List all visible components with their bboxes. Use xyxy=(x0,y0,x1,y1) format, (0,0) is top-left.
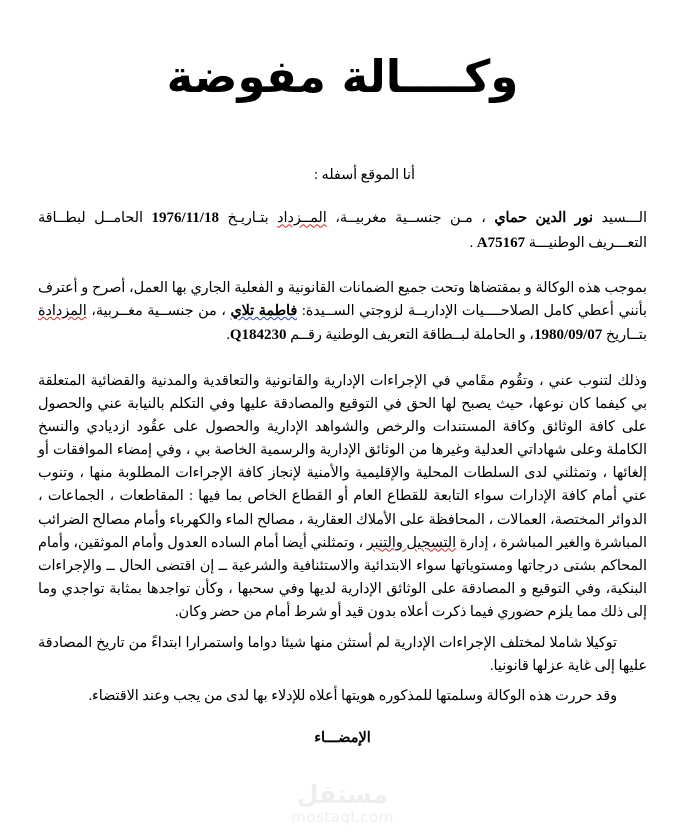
watermark-domain-text: mostaql.com xyxy=(291,808,394,826)
authorization-paragraph xyxy=(38,277,647,348)
spouse-id-suffix: . xyxy=(226,327,230,344)
closing-statement-paragraph xyxy=(38,685,647,708)
principal-honorific: الـــسيد xyxy=(593,210,647,227)
watermark-arabic-wordmark: مستقل xyxy=(296,779,389,809)
page-title: وكــــالة مفوضة xyxy=(166,50,519,103)
scope-flagged-word: التسجيل والتنبر xyxy=(366,534,457,551)
scope-text-part-one: وذلك لتنوب عني ، وتقُوم مقَامي في الإجراءات الإدارية والقانونية والتعاقدية والمدنية والقضائية المتعلقة بي كيفما كان نوعها، حيث يصبح لها الحق في التوقيع والمصادقة عليها وفي التكلم بالنيابة عني والحصول على كافة الوثائق وكافة المستندات والرخص والشواهد الإدارية والحصول على عقُود ازديادي والنسخ الكاملة وعلى شهاداتي العدلية وغيرها من الوثائق الإدارية والرسمية الخاصة بي ، وفي إمضاء الموافقات أو إلغائها ، وتمثلني لدى السلطات المحلية والإقليمية والأمنية لإنجاز كافة الإجراءات المطلوبة منها ، وتنوب عني أمام كافة الإدارات سواء التابعة للقطاع العام أو القطاع الخاص بما فيها : المقاطعات ، الجماعات ، الدوائر المختصة، العمالات ، المحافظة على الأملاك العقارية ، مصالح الماء والكهرباء وأمام مصالح الضرائب المباشرة والغير المباشرة ، إدارة xyxy=(38,372,647,551)
spouse-birth-date: 1980/09/07 xyxy=(533,327,603,344)
spouse-birth-prefix: بتــاريخ xyxy=(602,327,647,344)
spouse-id-text: ، و الحاملة لبــطاقة التعريف الوطنية رقــم xyxy=(286,327,534,344)
authorization-lead-text: بموجب هذه الوكالة و بمقتضاها وتحت جميع الضمانات القانونية و الفعلية الجاري بها العمل، أصرح و أعترف بأنني أعطي كامل الصلاحــــيات الإداريــة لزوجتي الســيدة: xyxy=(38,279,648,320)
principal-identification-paragraph xyxy=(38,206,647,255)
principal-id-number: A75167 xyxy=(476,234,526,251)
spouse-name: فاطمة تلاي xyxy=(230,303,298,320)
principal-birth-word: المــزداد xyxy=(277,210,327,227)
principal-id-suffix: . xyxy=(469,234,477,251)
spouse-id-number: Q184230 xyxy=(229,327,287,344)
scope-text-part-two: ، وتمثلني أيضا أمام الساده العدول وأمام الموثقين، وأمام المحاكم بشتى درجاتها ومستوياتها سواء الابتدائية والاستئنافية والشرعية ــ إن اقتضى الحال ــ والإجراءات البنكية، وفي التوقيع و المصادقة على الوثائق الإدارية لديها وفي سحبها ، وكأن تواجدها بمثابة تواجدي وما إلى ذلك مما يلزم حضوري فيما ذكرت أعلاه بدون قيد أو شرط أمام من حضر وكان. xyxy=(38,534,647,621)
principal-id-text: الحامــل لبطــاقة التعـــريف الوطنيـــة xyxy=(38,210,647,251)
salutation-line xyxy=(38,164,647,187)
scope-of-powers-paragraph xyxy=(38,370,647,625)
principal-birth-date: 1976/11/18 xyxy=(151,210,219,227)
principal-name: نور الدين حماي xyxy=(494,210,593,227)
general-mandate-paragraph xyxy=(38,632,647,678)
closing-statement-text: وقد حررت هذه الوكالة وسلمتها للمذكوره هويتها أعلاه للإدلاء بها لدى من يجب وعند الاقتضاء. xyxy=(88,687,617,704)
principal-nationality-text: ، مـن جنســية مغربيــة، xyxy=(326,210,495,227)
salutation-text: أنا الموقع أسفله : xyxy=(313,166,415,183)
signature-label: الإمضـــاء xyxy=(314,729,371,746)
spouse-mid-text: ، من جنســية مغــربية، xyxy=(86,303,231,320)
spouse-birth-word: المزدادة xyxy=(38,303,87,320)
principal-birth-prefix: بتـاريـخ xyxy=(218,210,278,227)
general-mandate-text: توكيلا شاملا لمختلف الإجراءات الإدارية لم أستثن منها شيئا دواما واستمرارا ابتداءً من تاريخ المصادقة عليها إلى غاية عزلها قانونيا. xyxy=(38,635,647,675)
